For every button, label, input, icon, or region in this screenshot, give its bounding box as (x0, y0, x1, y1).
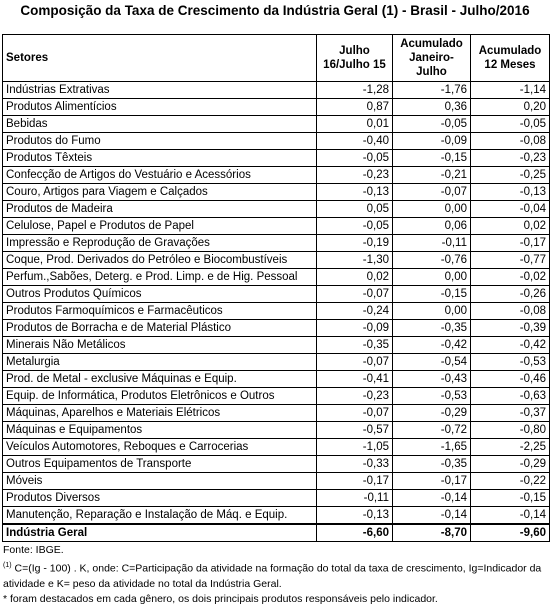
july-value-cell: -0,07 (317, 405, 393, 422)
header-july: Julho 16/Julho 15 (317, 35, 393, 82)
july-value-cell: 0,05 (317, 201, 393, 218)
july-value-cell: -0,40 (317, 133, 393, 150)
jan-jul-value-cell: -0,17 (393, 473, 471, 490)
jan-jul-value-cell: -0,05 (393, 116, 471, 133)
table-row (3, 99, 550, 116)
table-row (3, 354, 550, 371)
table-row (3, 235, 550, 252)
july-value-cell: -0,05 (317, 218, 393, 235)
table-title: Composição da Taxa de Crescimento da Indústria Geral (1) - Brasil - Julho/2016 (20, 3, 530, 18)
sector-name-cell: Produtos Têxteis (3, 150, 317, 167)
twelve-month-value-cell: -1,14 (471, 82, 550, 99)
table-row (3, 507, 550, 525)
sector-name-cell: Couro, Artigos para Viagem e Calçados (3, 184, 317, 201)
table-row (3, 201, 550, 218)
july-value-cell: -0,57 (317, 422, 393, 439)
table-row (3, 286, 550, 303)
july-value-cell: -0,13 (317, 184, 393, 201)
twelve-month-value-cell: -0,29 (471, 456, 550, 473)
formula-note (3, 558, 549, 592)
jan-jul-value-cell: 0,00 (393, 269, 471, 286)
sector-name-cell: Confecção de Artigos do Vestuário e Acessórios (3, 167, 317, 184)
table-row (3, 150, 550, 167)
sector-name-cell: Móveis (3, 473, 317, 490)
july-value-cell: -0,05 (317, 150, 393, 167)
sector-name-cell: Produtos de Madeira (3, 201, 317, 218)
table-row (3, 388, 550, 405)
table-row (3, 167, 550, 184)
jan-jul-value-cell: -0,53 (393, 388, 471, 405)
twelve-month-value-cell: -0,63 (471, 388, 550, 405)
total-july: -6,60 (317, 524, 393, 542)
sector-name-cell: Máquinas e Equipamentos (3, 422, 317, 439)
twelve-month-value-cell: -0,22 (471, 473, 550, 490)
table-row (3, 490, 550, 507)
july-value-cell: 0,87 (317, 99, 393, 116)
table-row (3, 371, 550, 388)
table-row (3, 456, 550, 473)
jan-jul-value-cell: -0,43 (393, 371, 471, 388)
header-jan-jul: Acumulado Janeiro-Julho (393, 35, 471, 82)
jan-jul-value-cell: -0,35 (393, 456, 471, 473)
header-row (3, 35, 550, 82)
header-sectors: Setores (3, 35, 317, 82)
jan-jul-value-cell: -0,11 (393, 235, 471, 252)
jan-jul-value-cell: 0,06 (393, 218, 471, 235)
sector-name-cell: Prod. de Metal - exclusive Máquinas e Equip. (3, 371, 317, 388)
table-row (3, 303, 550, 320)
july-value-cell: -1,05 (317, 439, 393, 456)
july-value-cell: -0,41 (317, 371, 393, 388)
july-value-cell: -0,33 (317, 456, 393, 473)
july-value-cell: -0,07 (317, 354, 393, 371)
july-value-cell: -1,28 (317, 82, 393, 99)
twelve-month-value-cell: -0,13 (471, 184, 550, 201)
twelve-month-value-cell: -0,25 (471, 167, 550, 184)
july-value-cell: -0,17 (317, 473, 393, 490)
table-row (3, 82, 550, 99)
twelve-month-value-cell: -0,39 (471, 320, 550, 337)
table-row (3, 184, 550, 201)
jan-jul-value-cell: -0,72 (393, 422, 471, 439)
table-row (3, 252, 550, 269)
jan-jul-value-cell: -0,42 (393, 337, 471, 354)
table-row (3, 337, 550, 354)
twelve-month-value-cell: -0,53 (471, 354, 550, 371)
jan-jul-value-cell: -1,65 (393, 439, 471, 456)
growth-composition-table (2, 34, 550, 542)
jan-jul-value-cell: -0,35 (393, 320, 471, 337)
july-value-cell: -0,11 (317, 490, 393, 507)
sector-name-cell: Produtos Diversos (3, 490, 317, 507)
sector-name-cell: Manutenção, Reparação e Instalação de Máq. e Equip. (3, 507, 317, 525)
july-value-cell: -0,19 (317, 235, 393, 252)
total-jan-jul: -8,70 (393, 524, 471, 542)
formula-text: C=(Ig - 100) . K, onde: C=Participação da atividade na formação do total da taxa de crescimento, Ig=Indicador da atividade e K= peso da atividade no total da Indústria Geral. (3, 562, 542, 590)
table-row (3, 439, 550, 456)
twelve-month-value-cell: -0,46 (471, 371, 550, 388)
sector-name-cell: Produtos Alimentícios (3, 99, 317, 116)
twelve-month-value-cell: -0,17 (471, 235, 550, 252)
table-row (3, 269, 550, 286)
sector-name-cell: Metalurgia (3, 354, 317, 371)
twelve-month-value-cell: -0,15 (471, 490, 550, 507)
sector-name-cell: Impressão e Reprodução de Gravações (3, 235, 317, 252)
total-label: Indústria Geral (3, 524, 317, 542)
table-row (3, 405, 550, 422)
twelve-month-value-cell: -0,04 (471, 201, 550, 218)
table-row (3, 473, 550, 490)
table-row (3, 422, 550, 439)
jan-jul-value-cell: -0,09 (393, 133, 471, 150)
sector-name-cell: Outros Equipamentos de Transporte (3, 456, 317, 473)
table-body (3, 82, 550, 525)
sector-name-cell: Produtos Farmoquímicos e Farmacêuticos (3, 303, 317, 320)
sector-name-cell: Celulose, Papel e Produtos de Papel (3, 218, 317, 235)
july-value-cell: 0,02 (317, 269, 393, 286)
sector-name-cell: Produtos do Fumo (3, 133, 317, 150)
jan-jul-value-cell: -0,14 (393, 490, 471, 507)
twelve-month-value-cell: -0,08 (471, 303, 550, 320)
sector-name-cell: Indústrias Extrativas (3, 82, 317, 99)
jan-jul-value-cell: -0,21 (393, 167, 471, 184)
jan-jul-value-cell: 0,00 (393, 303, 471, 320)
twelve-month-value-cell: -0,02 (471, 269, 550, 286)
july-value-cell: -0,09 (317, 320, 393, 337)
jan-jul-value-cell: 0,00 (393, 201, 471, 218)
july-value-cell: -0,23 (317, 388, 393, 405)
twelve-month-value-cell: -0,37 (471, 405, 550, 422)
twelve-month-value-cell: -0,80 (471, 422, 550, 439)
july-value-cell: -0,23 (317, 167, 393, 184)
total-row (3, 524, 550, 542)
footnote-mark: (1) (3, 562, 12, 569)
twelve-month-value-cell: -0,26 (471, 286, 550, 303)
jan-jul-value-cell: -0,29 (393, 405, 471, 422)
jan-jul-value-cell: -0,14 (393, 507, 471, 525)
jan-jul-value-cell: -0,15 (393, 286, 471, 303)
july-value-cell: -0,13 (317, 507, 393, 525)
sector-name-cell: Bebidas (3, 116, 317, 133)
table-row (3, 133, 550, 150)
highlight-note: * foram destacados em cada gênero, os dois principais produtos responsáveis pelo indicador. (3, 592, 438, 605)
sector-name-cell: Outros Produtos Químicos (3, 286, 317, 303)
jan-jul-value-cell: -0,07 (393, 184, 471, 201)
twelve-month-value-cell: -0,77 (471, 252, 550, 269)
july-value-cell: -0,07 (317, 286, 393, 303)
jan-jul-value-cell: -0,15 (393, 150, 471, 167)
sector-name-cell: Perfum.,Sabões, Deterg. e Prod. Limp. e de Hig. Pessoal (3, 269, 317, 286)
july-value-cell: 0,01 (317, 116, 393, 133)
total-12-months: -9,60 (471, 524, 550, 542)
twelve-month-value-cell: -2,25 (471, 439, 550, 456)
source-note: Fonte: IBGE. (3, 544, 64, 556)
sector-name-cell: Máquinas, Aparelhos e Materiais Elétricos (3, 405, 317, 422)
header-12-months: Acumulado 12 Meses (471, 35, 550, 82)
july-value-cell: -0,35 (317, 337, 393, 354)
twelve-month-value-cell: -0,42 (471, 337, 550, 354)
jan-jul-value-cell: -0,54 (393, 354, 471, 371)
table-row (3, 116, 550, 133)
twelve-month-value-cell: -0,14 (471, 507, 550, 525)
twelve-month-value-cell: -0,08 (471, 133, 550, 150)
twelve-month-value-cell: 0,20 (471, 99, 550, 116)
sector-name-cell: Minerais Não Metálicos (3, 337, 317, 354)
twelve-month-value-cell: -0,23 (471, 150, 550, 167)
footnotes (3, 543, 549, 607)
jan-jul-value-cell: -0,76 (393, 252, 471, 269)
twelve-month-value-cell: 0,02 (471, 218, 550, 235)
sector-name-cell: Equip. de Informática, Produtos Eletrônicos e Outros (3, 388, 317, 405)
jan-jul-value-cell: 0,36 (393, 99, 471, 116)
table-row (3, 218, 550, 235)
twelve-month-value-cell: -0,05 (471, 116, 550, 133)
jan-jul-value-cell: -1,76 (393, 82, 471, 99)
july-value-cell: -0,24 (317, 303, 393, 320)
sector-name-cell: Produtos de Borracha e de Material Plástico (3, 320, 317, 337)
july-value-cell: -1,30 (317, 252, 393, 269)
sector-name-cell: Veículos Automotores, Reboques e Carrocerias (3, 439, 317, 456)
sector-name-cell: Coque, Prod. Derivados do Petróleo e Biocombustíveis (3, 252, 317, 269)
table-row (3, 320, 550, 337)
